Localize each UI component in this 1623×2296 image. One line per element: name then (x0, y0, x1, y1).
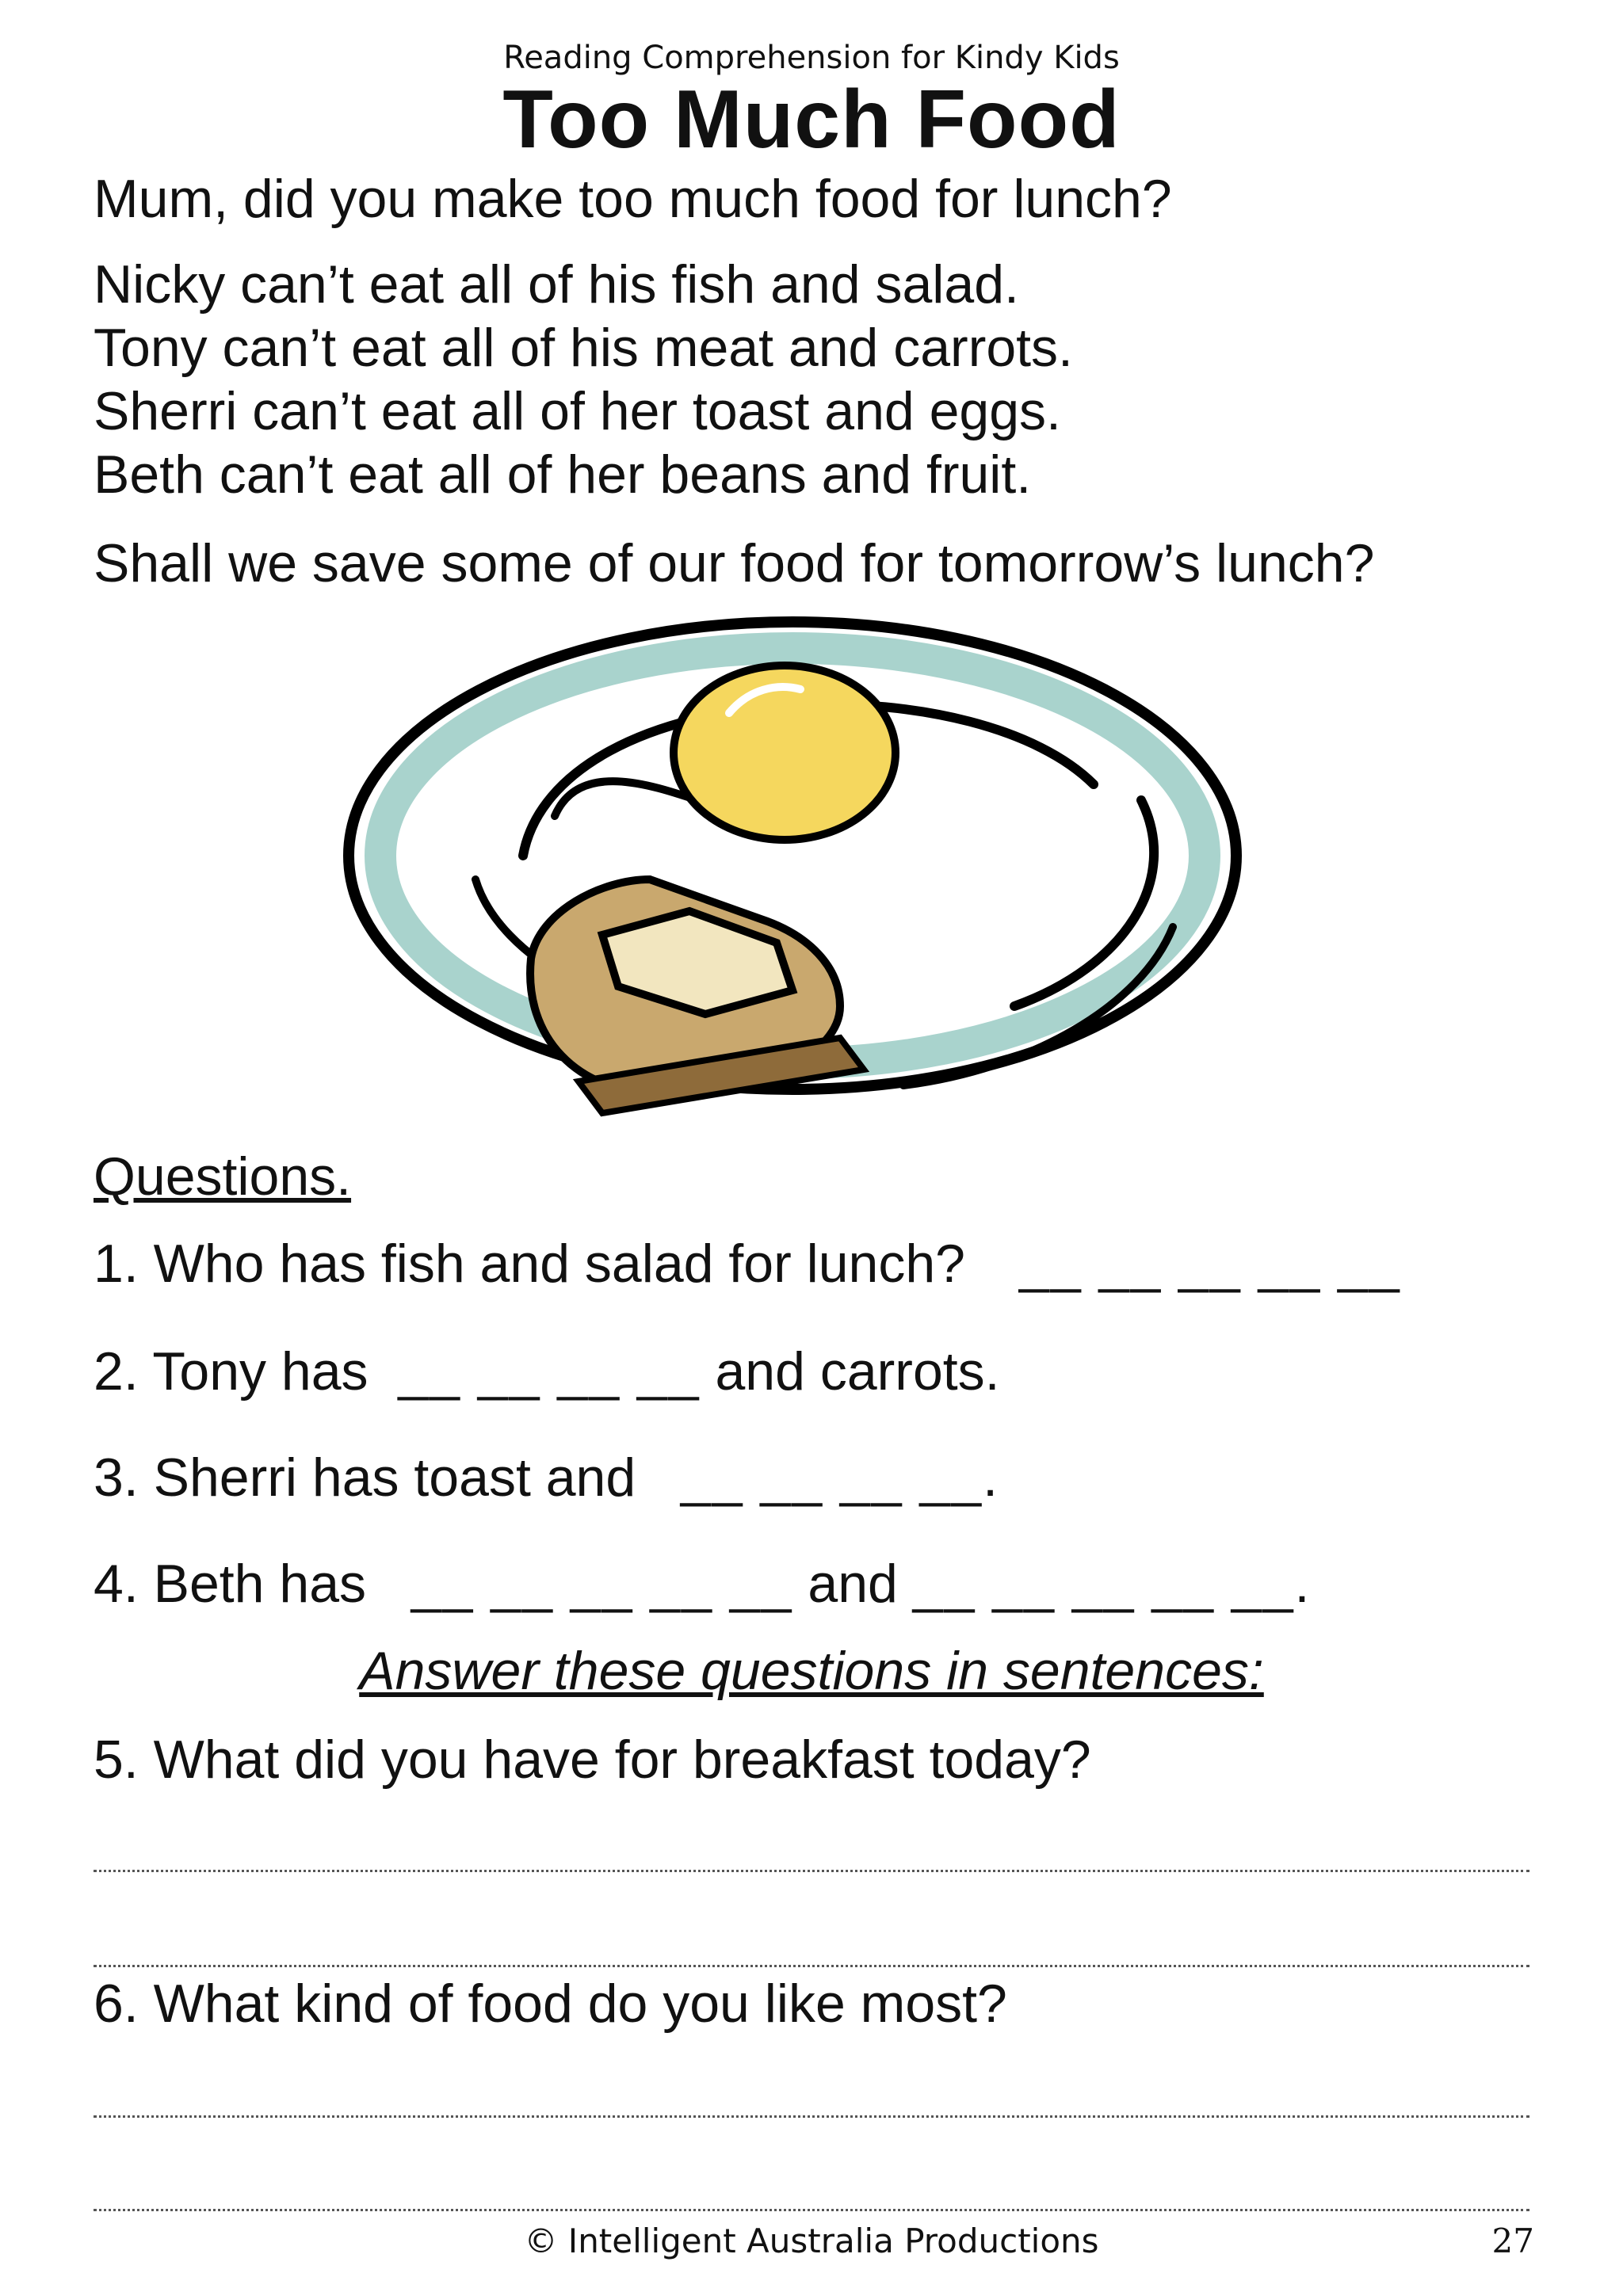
story-line: Beth can’t eat all of her beans and fruit. (94, 444, 1032, 505)
question-2 (94, 1341, 1000, 1402)
page-number: 27 (1491, 2222, 1534, 2260)
question-4-prefix: 4. Beth has (94, 1554, 367, 1614)
worksheet-subtitle: Reading Comprehension for Kindy Kids (503, 40, 1120, 76)
answer-line[interactable] (94, 2115, 1529, 2118)
answer-blank[interactable]: __ __ __ __ __ (411, 1554, 793, 1614)
question-6: 6. What kind of food do you like most? (94, 1974, 1007, 2034)
question-2-suffix: and carrots. (715, 1341, 1000, 1402)
question-5: 5. What did you have for breakfast today? (94, 1730, 1091, 1790)
questions-heading: Questions. (94, 1146, 352, 1207)
story-line: Mum, did you make too much food for lunch? (94, 169, 1172, 229)
footer-copyright: © Intelligent Australia Productions (524, 2222, 1099, 2260)
story-line: Shall we save some of our food for tomorrow’s lunch? (94, 533, 1375, 593)
answer-line[interactable] (94, 2209, 1529, 2211)
answer-line[interactable] (94, 1965, 1529, 1967)
story-line: Tony can’t eat all of his meat and carrots. (94, 318, 1073, 378)
question-4-suffix: . (1294, 1554, 1310, 1614)
question-1: 1. Who has fish and salad for lunch? (94, 1234, 965, 1294)
question-3-prefix: 3. Sherri has toast and (94, 1447, 636, 1508)
question-2-prefix: 2. Tony has (94, 1341, 369, 1402)
question-3-suffix: . (983, 1447, 999, 1508)
question-4 (94, 1553, 1309, 1615)
worksheet-title: Too Much Food (502, 74, 1121, 166)
answer-blank[interactable]: __ __ __ __ __ (912, 1554, 1295, 1614)
story-line: Sherri can’t eat all of her toast and eggs. (94, 381, 1061, 441)
instruction-text: Answer these questions in sentences: (359, 1641, 1264, 1701)
answer-blank[interactable]: __ __ __ __ (680, 1447, 983, 1508)
answer-blank[interactable]: __ __ __ __ __ (1019, 1234, 1401, 1294)
story-line: Nicky can’t eat all of his fish and salad. (94, 254, 1019, 315)
question-3 (94, 1447, 998, 1508)
plate-with-egg-and-toast-icon (317, 594, 1268, 1165)
answer-blank[interactable]: __ __ __ __ (398, 1341, 701, 1402)
question-4-mid: and (808, 1554, 898, 1614)
answer-line[interactable] (94, 1870, 1529, 1872)
